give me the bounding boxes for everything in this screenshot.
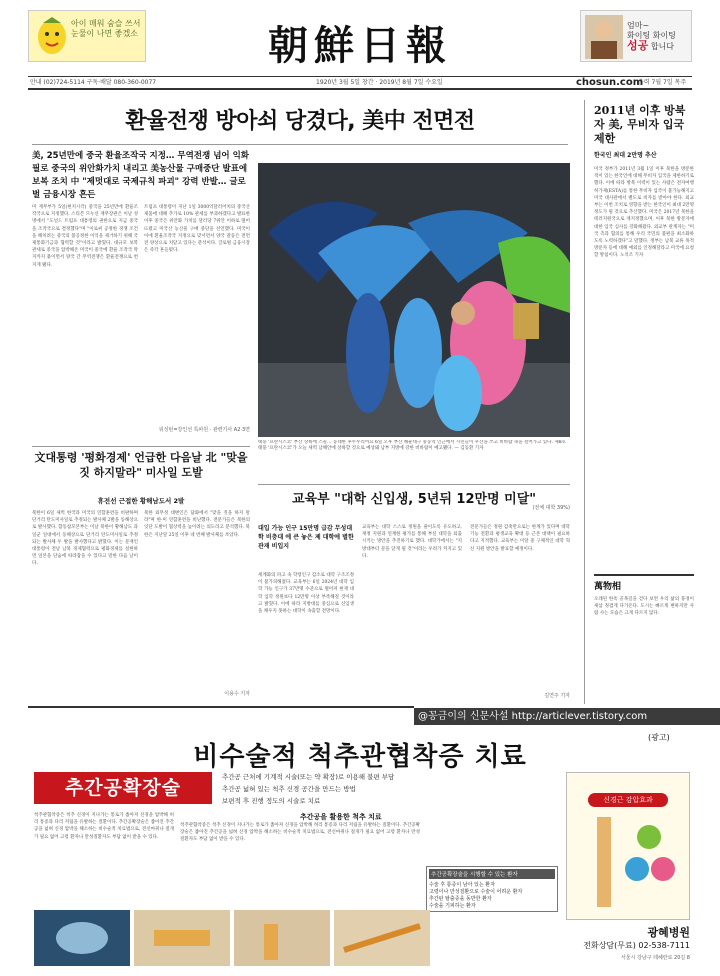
north-korea-body-col2: 북한 외무성 대변인은 담화에서 "맞을 짓을 하지 말라"며 한·미 연합훈련을 비난했다. 전문가들은 북한의 잇단 도발이 협상력을 높이려는 의도라고 분석했다. 북한은 지난달 25일 이후 네 번째 발사체를 쏘았다. xyxy=(144,511,250,538)
column-box-title: 萬物相 xyxy=(594,582,622,592)
north-korea-subhead: 휴전선 근접한 황해남도서 2발 xyxy=(97,497,185,505)
ad-body: 척추관협착증은 척추 신경이 지나가는 통로가 좁아져 신경을 압박해 허리 통증과 다리 저림을 유발하는 질환이다. 추간공확장술은 좁아진 추간공을 넓혀 신경 압박을 해소하는 비수술적 치료법으로, 전신마취나 절개가 필요 없어 고령 환자나 만성질환자도 부담 없이 받을 수 있다. xyxy=(34,813,174,840)
ear-right-line3: 합니다 xyxy=(650,42,674,51)
spine-diagram-icon xyxy=(567,807,691,917)
blog-watermark: @꽁금이의 신문사설 http://articlever.tistory.com xyxy=(414,708,720,725)
ad-recommend-item: 고령이나 만성질환으로 수술이 어려운 환자 xyxy=(429,889,523,895)
procedure-photo xyxy=(34,910,130,966)
procedure-photo xyxy=(334,910,430,966)
lead-photo xyxy=(258,163,570,437)
hospital-address: 서울시 강남구 테헤란로 20길 8 xyxy=(620,955,690,961)
ad-box-label: 신경근 감압효과 xyxy=(588,793,668,807)
edu-headline: 교육부 "대학 신입생, 5년뒤 12만명 미달" xyxy=(291,492,537,507)
dateline-lunar: 음력 7월 7일 목주 xyxy=(638,79,687,86)
spine-model-icon xyxy=(134,910,230,966)
ear-right-line2: 화이팅 화이팅 xyxy=(627,31,676,40)
spine-model-icon xyxy=(234,910,330,966)
ad-recommend-item: 수술 후 통증이 남아 있는 환자 xyxy=(429,882,495,888)
rain-umbrella-photo-icon xyxy=(258,163,570,437)
lead-body-col1: 미 재무부가 5일(현지시각) 중국을 25년만에 환율조작국으로 지정했다. 스티븐 므누신 재무장관은 이날 성명에서 "도널드 트럼프 대통령의 권한으로 지금 중국을 조작국으로 결정했다"며 "이로써 공정한 경쟁 조건을 해치려는 중국의 불공정한 이익을 제거하기 위해 국제통화기금과 협력할 것"이라고 밝혔다. 대규모 보복 관세로 중국을 압박해온 미국이 중국에 환율 조작국 딱지까지 붙이면서 양국 간 무역전쟁은 환율전쟁으로 번지게 됐다. xyxy=(32,205,138,268)
ad-tag: (광고) xyxy=(648,733,670,742)
lead-byline: 워싱턴=강인선 특파원 · 관련기사 A2·3면 xyxy=(158,427,250,433)
column-box xyxy=(594,574,694,702)
ear-ad-right xyxy=(580,10,692,62)
ad-bullet: 보편적 후 진행 정도의 시술로 치료 xyxy=(222,797,321,805)
person-photo-icon xyxy=(585,15,623,59)
masthead xyxy=(0,0,720,92)
hospital-phone[interactable]: 전화상담(무료) 02-538-7111 xyxy=(583,941,690,950)
newspaper-flag: 朝鮮日報 xyxy=(268,22,452,69)
ad-bullet: 추간공 넓혀 있는 척추 신경 공간을 만드는 방법 xyxy=(222,785,356,793)
edu-tag: (전체 대학 39%) xyxy=(532,505,570,511)
ad-recommend-item: 수술을 기피하는 환자 xyxy=(429,903,476,909)
dateline-domain[interactable]: chosun.com xyxy=(576,77,644,88)
ear-left-text: 아이 매워 숨슬 쓰서 눈물이 나면 좋겠소 xyxy=(71,19,141,38)
edu-subhead: 대입 가능 인구 15만명 급감 무성대학 비충대 에 큰 놓은 제 대학에 별한 관재 비입지 xyxy=(258,525,354,550)
ad-body-2: 척추관협착증은 척추 신경이 지나가는 통로가 좁아져 신경을 압박해 허리 통증과 다리 저림을 유발하는 질환이다. 추간공확장술은 좁아진 추간공을 넓혀 신경 압박을 해소하는 비수술적 치료법으로, 전신마취나 절개가 필요 없어 고령 환자나 만성질환자도 부담 없이 받을 수 있다. xyxy=(180,823,420,843)
ad-headline: 비수술적 척추관협착증 치료 xyxy=(193,742,527,772)
sidebar-headline: 2011년 이후 방북자 美, 무비자 입국 제한 xyxy=(594,104,686,145)
dateline-date: 1920년 3월 5일 창간 · 2019년 8월 7일 수요일 xyxy=(316,79,443,86)
xray-icon xyxy=(34,910,130,966)
photo-caption: 태풍 '프란시스코' 부산 상륙에 스콜… 동네한 후두두리어요 6일 오후 부산 해운대구 중동역 인근에서 시민들이 우산을 쓰고 비바람 속을 걸어가고 있다. 제8호 태풍 '프란시스코'가 오늘 새벽 남해안에 상륙할 것으로 예상돼 남부 지방에 강한 비바람이 예고됐다. — 김동환 기자 xyxy=(258,440,566,451)
ad-diagram-box xyxy=(566,772,690,920)
column-box-body: 오래된 한옥 골목길을 걷다 보면 우리 삶의 풍경이 새삼 정겹게 다가온다. 도시는 빠르게 변하지만 사람 사는 모습은 크게 다르지 않다. xyxy=(594,597,694,617)
ad-recommend-title: 추간공확장술을 시행할 수 있는 환자 xyxy=(429,869,555,879)
sidebar-body: 미국 정부가 2011년 3월 1일 이후 북한을 방문한 적이 있는 한국인에 대해 무비자 입국을 제한하기로 했다. 이에 따라 방북 이력이 있는 사람은 전자여행허가제(ESTA)를 통한 무비자 입국이 불가능해지고 미국 대사관에서 별도로 비자를 받아야 한다. 외교부는 이번 조치로 영향을 받는 한국인이 최대 2만명 정도가 될 것으로 추산했다. 미국은 2017년 북한을 테러지원국으로 재지정했으며, 이후 북한 방문자에 대한 입국 심사를 강화해왔다. 외교부 관계자는 "미국 측과 협의를 통해 우리 국민의 불편을 최소화하도록 노력하겠다"고 말했다. 정부는 남북 교류 목적 방문자 등에 대해 예외를 인정해달라고 미국에 요청할 방침이다. 노석조 기자 xyxy=(594,167,694,259)
ad-recommend-box xyxy=(426,866,558,912)
ad-band: 추간공확장술 xyxy=(34,772,212,804)
edu-body-col3: 전문가들은 정원 감축만으로는 한계가 있다며 대학 기능 전환과 평생교육 확대 등 근본 대책이 필요하다고 지적했다. 교육부는 이달 중 구체적인 대학 혁신 지원 방안을 발표할 예정이다. xyxy=(470,525,570,552)
north-korea-headline: 文대통령 '평화경제' 언급한 다음날 北 "맞을 짓 하지말라" 미사일 도발 xyxy=(34,451,248,479)
ear-right-line1: 엄마~ xyxy=(627,21,650,30)
dateline xyxy=(28,76,692,90)
edu-body-col1: 세계화의 파고 속 학령인구 감소로 대학 구조조정이 불가피해졌다. 교육부는 6일 2024년 대학 입학 가능 인구가 37만명 수준으로 떨어져 현재 대학 입학 정원보다 12만명 이상 부족해질 것이라고 밝혔다. 이에 따라 지방대를 중심으로 신입생을 채우지 못하는 대학이 속출할 전망이다. xyxy=(258,573,354,615)
ad-bullet: 추간공 근처에 기계적 시술(또는 약 확장)로 이용해 불편 부담 xyxy=(222,773,395,781)
north-korea-byline: 이용수 기자 xyxy=(224,691,250,697)
divider xyxy=(32,144,568,145)
ad-mid-title: 추간공을 활용한 척추 치료 xyxy=(300,813,382,821)
procedure-photo xyxy=(234,910,330,966)
sidebar-subtitle: 한국인 최대 2만명 추산 xyxy=(594,152,657,159)
hospital-name: 광혜병원 xyxy=(647,926,690,939)
lead-body-col2: 트럼프 대통령이 지난 1일 3000억달러어치의 중국산 제품에 대해 추가로 10% 관세를 부과하겠다고 발표한 이후 중국은 위안화 가치를 달러당 7위안 이하로 떨어뜨렸고 미국산 농산물 구매 중단을 선언했다. 미국이 이에 환율조작국 지정으로 맞서면서 양국 갈등은 전면전 양상으로 치닫고 있다는 분석이다. 글로벌 금융시장은 즉각 흔들렸다. xyxy=(144,205,250,254)
north-korea-body-col1: 북한이 6일 새벽 한국과 미국의 연합훈련을 비판하며 단거리 탄도미사일로 추정되는 발사체 2발을 동해상으로 발사했다. 합동참모본부는 이날 북한이 황해남도 과일군 일대에서 동해상으로 단거리 탄도미사일로 추정되는 발사체 두 발을 발사했다고 밝혔다. 이는 문재인 대통령이 전날 남북 경제협력으로 평화경제를 실현하면 일본을 단숨에 따라잡을 수 있다고 말한 다음 날이다. xyxy=(32,511,138,567)
spine-model-icon xyxy=(334,910,430,966)
ad-recommend-item: 추간판 탈출증을 동반한 환자 xyxy=(429,896,492,902)
edu-byline: 김연주 기자 xyxy=(544,693,570,699)
lead-headline: 환율전쟁 방아쇠 당겼다, 美中 전면전 xyxy=(125,109,475,134)
edu-body-col2: 교육부는 대학 스스로 정원을 줄이도록 유도하고, 재정 지원과 연계한 평가를 통해 부실 대학을 퇴출시키는 방안을 추진하기로 했다. 대학가에서는 "지방대부터 문을 닫게 될 것"이라는 우려가 커지고 있다. xyxy=(362,525,462,559)
ad-bullet-list xyxy=(222,772,552,805)
procedure-photo xyxy=(134,910,230,966)
ear-right-big: 성공 xyxy=(627,39,649,52)
lead-deck: 美, 25년만에 중국 환율조작국 지정… 무역전쟁 넘어 익화필로 중국의 위안화가치 내리고 美농산물 구매중단 발표에 보복 조치 中 "제멋대로 국제규칙 파괴" 강력 반발… 글로벌 금융시장 흔든 xyxy=(32,151,249,200)
dateline-contact: 안내 (02)724-5114 구독·배달 080-360-0077 xyxy=(30,79,157,86)
